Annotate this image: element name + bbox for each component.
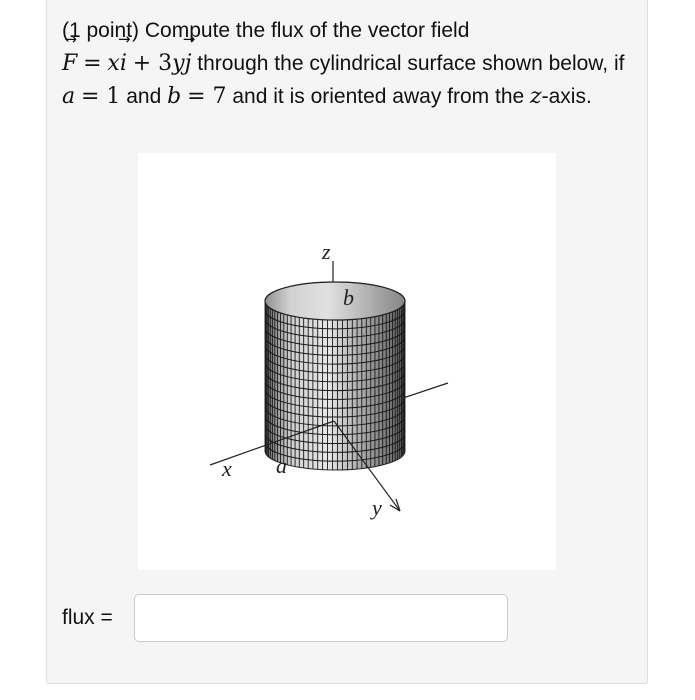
cylinder-figure bbox=[138, 153, 556, 570]
flux-label: flux = bbox=[62, 606, 113, 629]
label-y: y bbox=[372, 495, 382, 520]
and-text: and bbox=[126, 85, 162, 108]
intro-text: Compute the flux of the vector field bbox=[144, 19, 470, 42]
axis-text: -axis. bbox=[541, 85, 592, 108]
label-z: z bbox=[322, 239, 331, 264]
problem-statement bbox=[62, 14, 632, 113]
a-value: = 1 bbox=[80, 84, 121, 109]
answer-row bbox=[62, 594, 512, 644]
cylinder-diagram bbox=[138, 153, 556, 570]
var-b: b bbox=[167, 84, 182, 109]
points-label: (1 point) bbox=[62, 19, 140, 42]
var-z: z bbox=[530, 84, 542, 109]
plus-three: + 3 bbox=[132, 51, 173, 76]
b-value: = 7 bbox=[187, 84, 227, 109]
label-x: x bbox=[222, 456, 232, 481]
through-text: through the cylindrical surface shown below, if bbox=[197, 52, 625, 75]
var-y: y bbox=[172, 51, 185, 76]
oriented-text: and it is oriented away from the bbox=[232, 85, 525, 108]
var-a: a bbox=[62, 84, 76, 109]
unit-vector-i: → i bbox=[120, 47, 127, 80]
equals-sign: = bbox=[83, 51, 102, 76]
unit-vector-j: → j bbox=[185, 47, 192, 80]
flux-input[interactable] bbox=[134, 594, 508, 642]
label-a: a bbox=[276, 453, 287, 478]
vector-F: → F bbox=[62, 47, 77, 80]
label-b: b bbox=[343, 285, 354, 310]
var-x: x bbox=[107, 51, 120, 76]
cylinder-surface bbox=[265, 282, 405, 470]
